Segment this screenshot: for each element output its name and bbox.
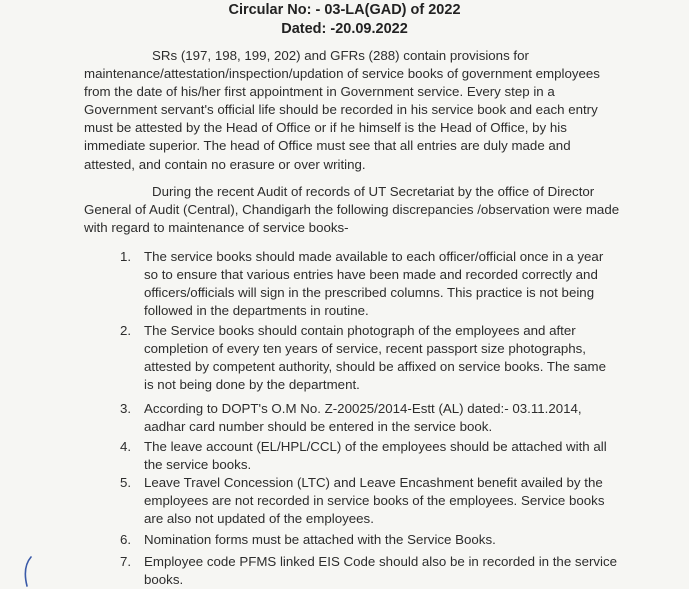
observation-text: Leave Travel Concession (LTC) and Leave Encashment benefit availed by the employees are not recorded in service books of the employees. Service books are also not updated of the employees. (144, 475, 605, 527)
para-line: attested, and contain no erasure or over writing. (84, 156, 366, 172)
observation-number: 3. (120, 401, 132, 416)
observation-number: 4. (120, 439, 132, 454)
observation-text: Nomination forms must be attached with the Service Books. (144, 532, 496, 547)
observation-number: 5. (120, 475, 132, 490)
observation-number: 2. (120, 323, 132, 338)
observation-number: 6. (120, 532, 132, 547)
para-line: from the date of his/her first appointment in Government service. Every step in a (84, 84, 555, 100)
observation-text: The Service books should contain photograph of the employees and after completion of every ten years of service, recent passport size photographs, attested by competent authority, should be affixed on service books. The same is not being done by the department. (144, 323, 606, 393)
observation-text: The service books should made available to each officer/official once in a year so to ensure that various entries have been made and recorded correctly and officers/officials will sign in the prescribed columns. This practice is not being followed in the departments in routine. (144, 249, 604, 319)
para-line: maintenance/attestation/inspection/updation of service books of government employees (84, 66, 600, 82)
paragraph-provisions (84, 47, 622, 174)
observation-number: 1. (120, 249, 132, 264)
paragraph-audit (84, 183, 622, 237)
para-line: immediate superior. The head of Office must see that all entries are duly made and (84, 138, 571, 154)
para-line: Government servant's official life should be recorded in his service book and each entry (84, 102, 598, 118)
para-line: with regard to maintenance of service books- (84, 220, 349, 236)
para-line: During the recent Audit of records of UT Secretariat by the office of Director (152, 184, 595, 199)
para-line: General of Audit (Central), Chandigarh the following discrepancies /observation were made (84, 202, 620, 218)
observation-text: According to DOPT's O.M No. Z-20025/2014-Estt (AL) dated:- 03.11.2014, aadhar card number should be entered in the service book. (144, 401, 582, 435)
circular-number: Circular No: - 03-LA(GAD) of 2022 (228, 2, 461, 18)
para-line: SRs (197, 198, 199, 202) and GFRs (288) contain provisions for (152, 48, 529, 63)
observation-text: The leave account (EL/HPL/CCL) of the employees should be attached with all the service books. (144, 439, 607, 473)
observation-number: 7. (120, 554, 132, 569)
pen-mark-icon (22, 556, 36, 587)
observation-text: Employee code PFMS linked EIS Code should also be in recorded in the service books. (144, 554, 618, 588)
para-line: must be attested by the Head of Office or if he himself is the Head of Office, by his (84, 120, 567, 136)
circular-date: Dated: -20.09.2022 (281, 21, 408, 37)
